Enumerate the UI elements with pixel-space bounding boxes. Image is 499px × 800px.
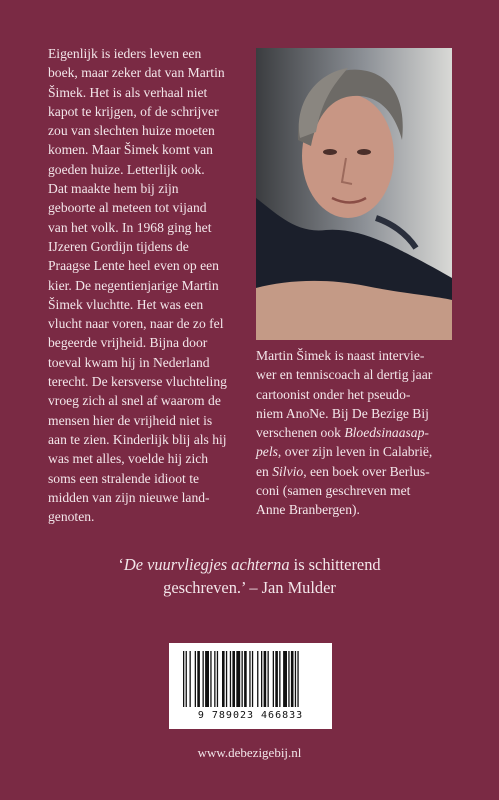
publisher-website: www.debezigebij.nl bbox=[197, 745, 302, 760]
quote-mark: ‘ bbox=[118, 555, 124, 574]
bio-text: , over zijn leven in Calabrië, bbox=[277, 444, 433, 460]
blurb-line: was met alles, voelde hij zich bbox=[48, 451, 209, 467]
blurb-line: vroeg zich al snel af waarom de bbox=[48, 393, 221, 409]
blurb-line: Dat maakte hem bij zijn bbox=[48, 181, 179, 197]
isbn-barcode bbox=[169, 643, 332, 729]
quoted-book-title: De vuurvliegjes achterna bbox=[123, 555, 290, 574]
blurb-line: van het volk. In 1968 ging het bbox=[48, 219, 212, 235]
blurb-line: zou van slechten huize moeten bbox=[48, 123, 215, 139]
isbn-number: 9 789023 466833 bbox=[197, 710, 304, 721]
blurb-line: goeden huize. Letterlijk ook. bbox=[48, 161, 205, 177]
bio-line bbox=[256, 442, 456, 461]
bio-line: cartoonist onder het pseudo- bbox=[256, 386, 411, 402]
blurb-line: aan te zien. Kinderlijk blij als hij bbox=[48, 431, 227, 447]
book-title-silvio: Silvio bbox=[272, 463, 304, 479]
author-bio bbox=[256, 346, 456, 520]
blurb-line: Šimek vluchtte. Het was een bbox=[48, 296, 204, 312]
bio-line: Martin Šimek is naast intervie- bbox=[256, 348, 425, 363]
review-quote bbox=[0, 553, 499, 599]
back-cover-blurb bbox=[48, 44, 248, 526]
bio-line: niem AnoNe. Bij De Bezige Bij bbox=[256, 405, 429, 421]
blurb-line: begeerde vrijheid. Bijna door bbox=[48, 335, 208, 351]
bio-text: verschenen ook bbox=[256, 425, 341, 441]
book-title-bloedsinaasappels: Bloedsinaasap- bbox=[344, 425, 429, 441]
blurb-line: mensen hier de vrijheid niet is bbox=[48, 412, 213, 428]
blurb-line: vlucht naar voren, naar de zo fel bbox=[48, 316, 224, 332]
author-portrait-image bbox=[256, 48, 452, 340]
blurb-line: midden van zijn nieuwe land- bbox=[48, 489, 210, 505]
book-title-bloedsinaasappels-end: pels bbox=[256, 444, 278, 460]
blurb-line: kapot te krijgen, of de schrijver bbox=[48, 103, 219, 119]
blurb-line: toeval kwam hij in Nederland bbox=[48, 354, 210, 370]
bio-line: wer en tenniscoach al dertig jaar bbox=[256, 367, 433, 383]
bio-line bbox=[256, 423, 456, 442]
blurb-line: terecht. De kersverse vluchteling bbox=[48, 374, 227, 390]
blurb-line: soms een stralende idioot te bbox=[48, 470, 200, 486]
blurb-line: kier. De negentienjarige Martin bbox=[48, 277, 219, 293]
blurb-line: Šimek. Het is als verhaal niet bbox=[48, 84, 208, 100]
bio-text: en bbox=[256, 463, 273, 479]
blurb-line: komen. Maar Šimek komt van bbox=[48, 142, 213, 158]
blurb-line: genoten. bbox=[48, 509, 95, 525]
bio-line: coni (samen geschreven met bbox=[256, 483, 411, 499]
quote-text: is schitterend bbox=[289, 555, 381, 574]
blurb-line: geboorte al meteen tot vijand bbox=[48, 200, 207, 216]
blurb-line: IJzeren Gordijn tijdens de bbox=[48, 238, 189, 254]
bio-line bbox=[256, 462, 456, 481]
blurb-line: Praagse Lente heel even op een bbox=[48, 258, 219, 274]
quote-line bbox=[0, 553, 499, 576]
bio-text: , een boek over Berlus- bbox=[303, 463, 430, 479]
blurb-line: Eigenlijk is ieders leven een bbox=[48, 46, 202, 61]
blurb-line: boek, maar zeker dat van Martin bbox=[48, 65, 225, 81]
author-photo bbox=[256, 48, 452, 340]
quote-attribution-line: geschreven.’ – Jan Mulder bbox=[163, 578, 336, 597]
barcode-bars bbox=[169, 643, 332, 713]
bio-line: Anne Branbergen). bbox=[256, 502, 360, 518]
